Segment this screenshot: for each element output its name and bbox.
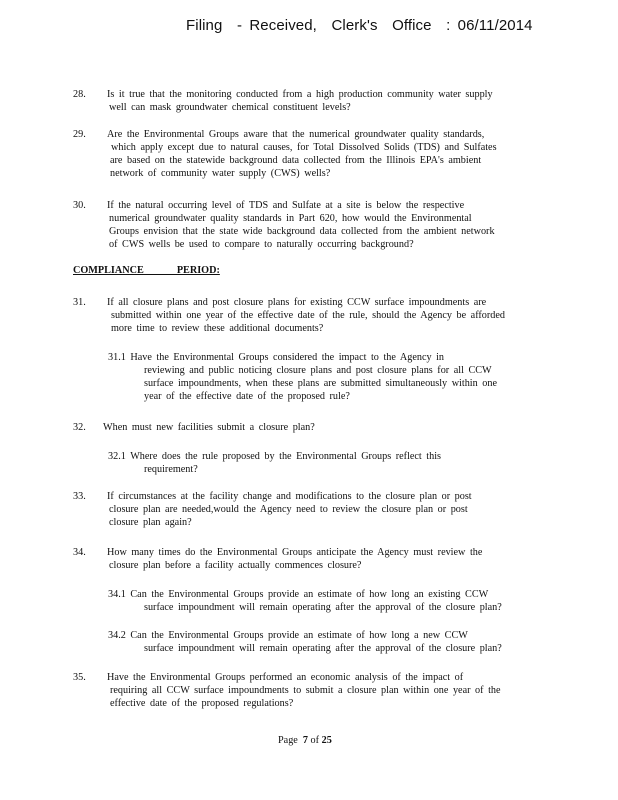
question-number: 31.: [73, 297, 86, 308]
question-number: 29.: [73, 129, 86, 140]
question-line: more time to review these additional documents?: [111, 323, 324, 334]
question-number: 32.: [73, 422, 86, 433]
question-text: [107, 490, 542, 529]
sub-question-line: surface impoundments, when these plans are submitted simultaneously within one: [144, 378, 497, 389]
question-line: Have the Environmental Groups performed an economic analysis of the impact of: [107, 672, 464, 683]
page-footer: [278, 735, 332, 746]
sub-question-item: [108, 351, 548, 403]
sub-question-item: [108, 629, 548, 655]
question-line: Are the Environmental Groups aware that the numerical groundwater quality standards,: [107, 129, 485, 140]
question-number: 35.: [73, 672, 86, 683]
sub-question-line: surface impoundment will remain operating after the approval of the closure plan?: [144, 643, 502, 654]
sub-question-item: [108, 588, 548, 614]
question-number: 28.: [73, 89, 86, 100]
question-text: [107, 296, 542, 335]
question-line: effective date of the proposed regulations?: [110, 698, 294, 709]
question-text: [103, 421, 538, 434]
sub-question-line: 34.2 Can the Environmental Groups provide an estimate of how long a new CCW: [108, 630, 468, 641]
sub-question-line: 34.1 Can the Environmental Groups provide an estimate of how long an existing CCW: [108, 589, 489, 600]
question-line: How many times do the Environmental Groups anticipate the Agency must review the: [107, 547, 483, 558]
sub-question-line: requirement?: [144, 464, 198, 475]
question-line: If circumstances at the facility change and modifications to the closure plan or post: [107, 491, 472, 502]
question-line: closure plan again?: [109, 517, 192, 528]
question-line: submitted within one year of the effective date of the rule, should the Agency be afforded: [111, 310, 505, 321]
question-text: [107, 546, 542, 572]
section-heading-compliance-period: COMPLIANCE PERIOD:: [73, 265, 220, 276]
page-label: Page: [278, 735, 298, 746]
question-line: If the natural occurring level of TDS and Sulfate at a site is below the respective: [107, 200, 465, 211]
question-line: Groups envision that the state wide background data collected from the ambient network: [109, 226, 495, 237]
question-line: numerical groundwater quality standards in Part 620, how would the Environmental: [109, 213, 472, 224]
question-text: [107, 671, 542, 710]
question-number: 33.: [73, 491, 86, 502]
sub-question-line: year of the effective date of the proposed rule?: [144, 391, 350, 402]
question-line: closure plan before a facility actually commences closure?: [109, 560, 362, 571]
question-line: closure plan are needed,would the Agency need to review the closure plan or post: [109, 504, 468, 515]
question-text: [107, 88, 542, 114]
question-line: which apply except due to natural causes, for Total Dissolved Solids (TDS) and Sulfates: [111, 142, 497, 153]
question-text: [107, 128, 542, 180]
of-label: of: [310, 735, 320, 746]
sub-question-line: 32.1 Where does the rule proposed by the Environmental Groups reflect this: [108, 451, 442, 462]
question-line: are based on the statewide background data collected from the Illinois EPA's ambient: [110, 155, 482, 166]
sub-question-line: reviewing and public noticing closure plans and post closure plans for all CCW: [144, 365, 492, 376]
question-line: When must new facilities submit a closure plan?: [103, 422, 315, 433]
question-line: requiring all CCW surface impoundments to submit a closure plan within one year of the: [110, 685, 501, 696]
filing-header: Filing - Received, Clerk's Office : 06/11/2014: [186, 17, 533, 34]
page-number: 7: [302, 735, 308, 746]
sub-question-line: surface impoundment will remain operating after the approval of the closure plan?: [144, 602, 502, 613]
question-line: network of community water supply (CWS) wells?: [110, 168, 331, 179]
question-line: Is it true that the monitoring conducted from a high production community water supply: [107, 89, 493, 100]
question-number: 30.: [73, 200, 86, 211]
question-number: 34.: [73, 547, 86, 558]
sub-question-line: 31.1 Have the Environmental Groups considered the impact to the Agency in: [108, 352, 445, 363]
question-line: well can mask groundwater chemical constituent levels?: [109, 102, 351, 113]
question-line: of CWS wells be used to compare to naturally occurring background?: [109, 239, 414, 250]
sub-question-item: [108, 450, 548, 476]
total-pages: 25: [321, 735, 332, 746]
question-text: [107, 199, 542, 251]
question-line: If all closure plans and post closure plans for existing CCW surface impoundments are: [107, 297, 487, 308]
